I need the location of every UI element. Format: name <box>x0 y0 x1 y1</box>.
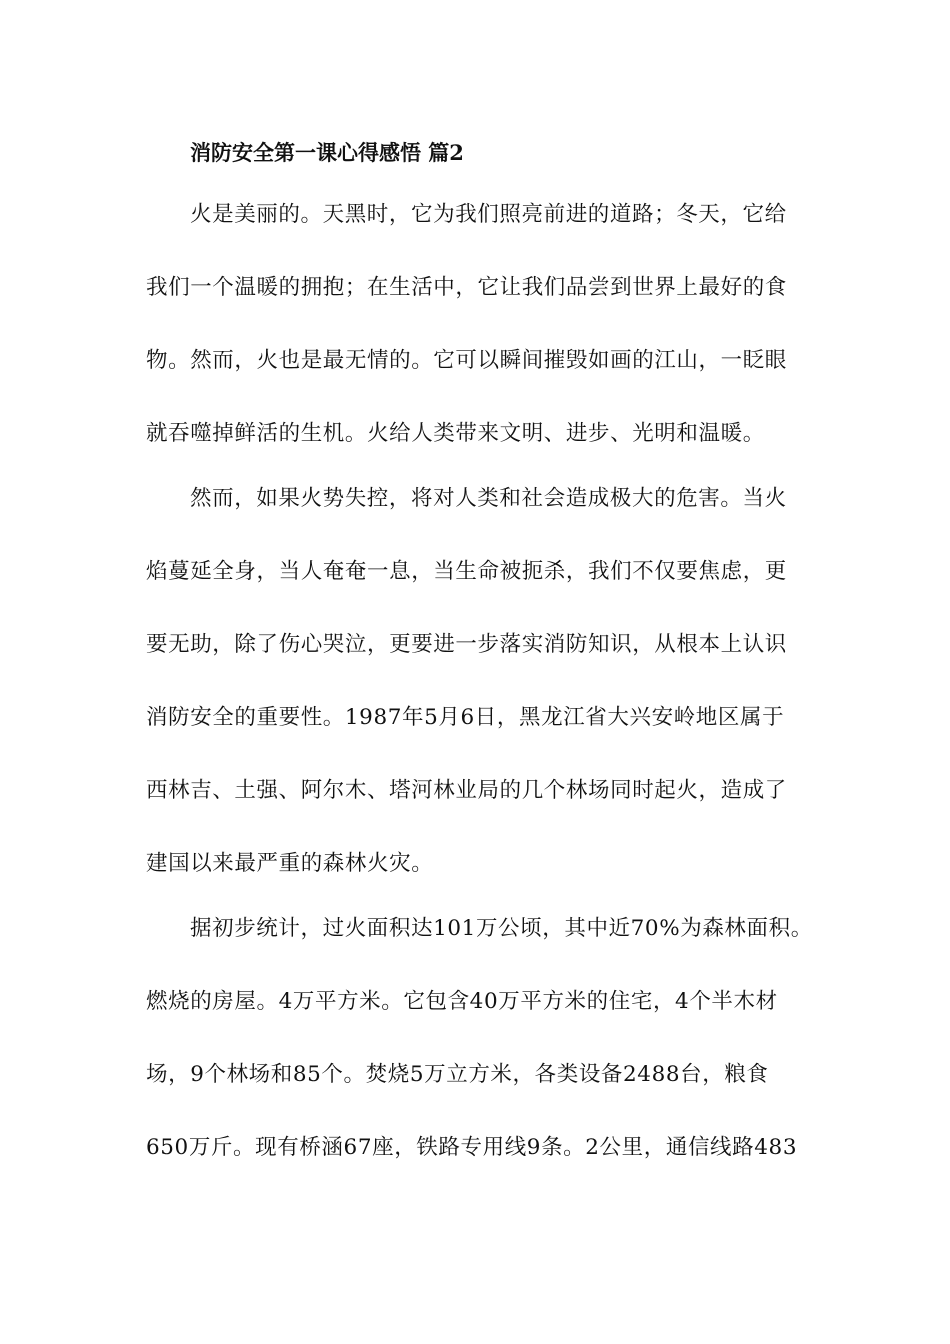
paragraph-1-line-4: 就吞噬掉鲜活的生机。火给人类带来文明、进步、光明和温暖。 <box>146 421 765 446</box>
paragraph-2-line-6: 建国以来最严重的森林火灾。 <box>146 851 434 876</box>
paragraph-3-line-4: 650万斤。现有桥涵67座，铁路专用线9条。2公里，通信线路483 <box>146 1135 798 1160</box>
paragraph-2-line-4: 消防安全的重要性。1987年5月6日，黑龙江省大兴安岭地区属于 <box>146 705 785 730</box>
paragraph-3-line-3: 场，9个林场和85个。焚烧5万立方米，各类设备2488台，粮食 <box>146 1062 769 1087</box>
paragraph-1-line-2: 我们一个温暖的拥抱；在生活中，它让我们品尝到世界上最好的食 <box>146 275 787 300</box>
document-title: 消防安全第一课心得感悟 篇2 <box>190 140 464 165</box>
paragraph-2-line-5: 西林吉、土强、阿尔木、塔河林业局的几个林场同时起火，造成了 <box>146 778 787 803</box>
paragraph-2-line-2: 焰蔓延全身，当人奄奄一息，当生命被扼杀，我们不仅要焦虑，更 <box>146 559 787 584</box>
paragraph-1-line-1: 火是美丽的。天黑时，它为我们照亮前进的道路；冬天，它给 <box>190 202 787 227</box>
paragraph-2-line-3: 要无助，除了伤心哭泣，更要进一步落实消防知识，从根本上认识 <box>146 632 787 657</box>
paragraph-3-line-2: 燃烧的房屋。4万平方米。它包含40万平方米的住宅，4个半木材 <box>146 989 778 1014</box>
paragraph-2-line-1: 然而，如果火势失控，将对人类和社会造成极大的危害。当火 <box>190 486 787 511</box>
paragraph-1-line-3: 物。然而，火也是最无情的。它可以瞬间摧毁如画的江山，一眨眼 <box>146 348 787 373</box>
paragraph-3-line-1: 据初步统计，过火面积达101万公顷，其中近70%为森林面积。 <box>190 916 813 941</box>
